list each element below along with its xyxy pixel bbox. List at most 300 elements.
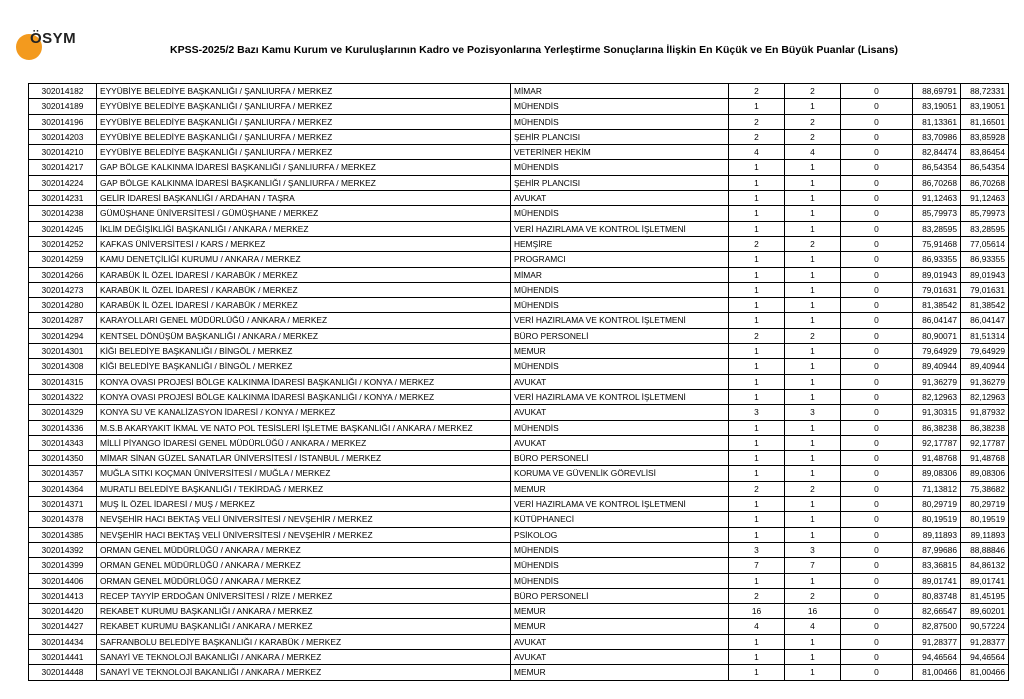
placed-cell: 1 xyxy=(785,99,841,114)
institution-cell: REKABET KURUMU BAŞKANLIĞI / ANKARA / MERKEZ xyxy=(97,619,511,634)
quota-cell: 1 xyxy=(729,466,785,481)
max-score-cell: 83,85928 xyxy=(961,129,1009,144)
institution-cell: M.S.B AKARYAKIT İKMAL VE NATO POL TESİSLERİ İŞLETME BAŞKANLIĞI / ANKARA / MERKEZ xyxy=(97,420,511,435)
institution-cell: GELİR İDARESİ BAŞKANLIĞI / ARDAHAN / TAŞRA xyxy=(97,191,511,206)
position-cell: VERİ HAZIRLAMA VE KONTROL İŞLETMENİ xyxy=(511,497,729,512)
program-code-cell: 302014371 xyxy=(29,497,97,512)
placed-cell: 1 xyxy=(785,435,841,450)
table-row xyxy=(29,313,1009,328)
program-code-cell: 302014280 xyxy=(29,298,97,313)
quota-cell: 1 xyxy=(729,634,785,649)
vacant-cell: 0 xyxy=(841,542,913,557)
min-score-cell: 80,19519 xyxy=(913,512,961,527)
max-score-cell: 91,12463 xyxy=(961,191,1009,206)
position-cell: VERİ HAZIRLAMA VE KONTROL İŞLETMENİ xyxy=(511,313,729,328)
min-score-cell: 79,64929 xyxy=(913,344,961,359)
program-code-cell: 302014378 xyxy=(29,512,97,527)
table-row xyxy=(29,466,1009,481)
vacant-cell: 0 xyxy=(841,665,913,680)
institution-cell: KİĞI BELEDİYE BAŞKANLIĞI / BİNGÖL / MERKEZ xyxy=(97,359,511,374)
max-score-cell: 81,16501 xyxy=(961,114,1009,129)
institution-cell: MİLLİ PİYANGO İDARESİ GENEL MÜDÜRLÜĞÜ / ANKARA / MERKEZ xyxy=(97,435,511,450)
placed-cell: 7 xyxy=(785,558,841,573)
min-score-cell: 71,13812 xyxy=(913,481,961,496)
min-score-cell: 91,12463 xyxy=(913,191,961,206)
quota-cell: 4 xyxy=(729,619,785,634)
table-row xyxy=(29,267,1009,282)
max-score-cell: 89,08306 xyxy=(961,466,1009,481)
max-score-cell: 83,86454 xyxy=(961,145,1009,160)
institution-cell: KONYA SU VE KANALİZASYON İDARESİ / KONYA / MERKEZ xyxy=(97,405,511,420)
vacant-cell: 0 xyxy=(841,619,913,634)
program-code-cell: 302014252 xyxy=(29,236,97,251)
institution-cell: İKLİM DEĞİŞİKLİĞİ BAŞKANLIĞI / ANKARA / MERKEZ xyxy=(97,221,511,236)
max-score-cell: 91,28377 xyxy=(961,634,1009,649)
table-row xyxy=(29,84,1009,99)
program-code-cell: 302014392 xyxy=(29,542,97,557)
vacant-cell: 0 xyxy=(841,435,913,450)
vacant-cell: 0 xyxy=(841,206,913,221)
position-cell: VERİ HAZIRLAMA VE KONTROL İŞLETMENİ xyxy=(511,221,729,236)
program-code-cell: 302014441 xyxy=(29,649,97,664)
max-score-cell: 86,70268 xyxy=(961,175,1009,190)
vacant-cell: 0 xyxy=(841,129,913,144)
table-row xyxy=(29,252,1009,267)
quota-cell: 1 xyxy=(729,160,785,175)
program-code-cell: 302014315 xyxy=(29,374,97,389)
vacant-cell: 0 xyxy=(841,344,913,359)
position-cell: AVUKAT xyxy=(511,649,729,664)
placed-cell: 1 xyxy=(785,282,841,297)
min-score-cell: 83,70986 xyxy=(913,129,961,144)
table-row xyxy=(29,99,1009,114)
quota-cell: 1 xyxy=(729,344,785,359)
placed-cell: 3 xyxy=(785,405,841,420)
quota-cell: 1 xyxy=(729,497,785,512)
position-cell: MİMAR xyxy=(511,267,729,282)
min-score-cell: 91,30315 xyxy=(913,405,961,420)
program-code-cell: 302014196 xyxy=(29,114,97,129)
quota-cell: 7 xyxy=(729,558,785,573)
placed-cell: 2 xyxy=(785,328,841,343)
table-row xyxy=(29,114,1009,129)
institution-cell: SANAYİ VE TEKNOLOJİ BAKANLIĞI / ANKARA / MERKEZ xyxy=(97,665,511,680)
vacant-cell: 0 xyxy=(841,114,913,129)
results-table xyxy=(28,83,1009,681)
institution-cell: NEVŞEHİR HACI BEKTAŞ VELİ ÜNİVERSİTESİ / NEVŞEHİR / MERKEZ xyxy=(97,527,511,542)
table-row xyxy=(29,527,1009,542)
institution-cell: EYYÜBİYE BELEDİYE BAŞKANLIĞI / ŞANLIURFA / MERKEZ xyxy=(97,145,511,160)
min-score-cell: 89,40944 xyxy=(913,359,961,374)
min-score-cell: 92,17787 xyxy=(913,435,961,450)
min-score-cell: 89,01741 xyxy=(913,573,961,588)
table-row xyxy=(29,298,1009,313)
table-row xyxy=(29,145,1009,160)
institution-cell: NEVŞEHİR HACI BEKTAŞ VELİ ÜNİVERSİTESİ / NEVŞEHİR / MERKEZ xyxy=(97,512,511,527)
vacant-cell: 0 xyxy=(841,160,913,175)
min-score-cell: 81,00466 xyxy=(913,665,961,680)
quota-cell: 2 xyxy=(729,481,785,496)
program-code-cell: 302014273 xyxy=(29,282,97,297)
position-cell: MÜHENDİS xyxy=(511,282,729,297)
table-row xyxy=(29,160,1009,175)
vacant-cell: 0 xyxy=(841,389,913,404)
quota-cell: 1 xyxy=(729,649,785,664)
position-cell: AVUKAT xyxy=(511,191,729,206)
institution-cell: KİĞI BELEDİYE BAŞKANLIĞI / BİNGÖL / MERKEZ xyxy=(97,344,511,359)
vacant-cell: 0 xyxy=(841,145,913,160)
institution-cell: ORMAN GENEL MÜDÜRLÜĞÜ / ANKARA / MERKEZ xyxy=(97,558,511,573)
table-body xyxy=(29,84,1009,681)
min-score-cell: 85,79973 xyxy=(913,206,961,221)
placed-cell: 1 xyxy=(785,374,841,389)
program-code-cell: 302014329 xyxy=(29,405,97,420)
program-code-cell: 302014413 xyxy=(29,588,97,603)
max-score-cell: 82,12963 xyxy=(961,389,1009,404)
quota-cell: 16 xyxy=(729,604,785,619)
quota-cell: 1 xyxy=(729,389,785,404)
placed-cell: 1 xyxy=(785,420,841,435)
program-code-cell: 302014203 xyxy=(29,129,97,144)
placed-cell: 1 xyxy=(785,512,841,527)
institution-cell: ORMAN GENEL MÜDÜRLÜĞÜ / ANKARA / MERKEZ xyxy=(97,542,511,557)
vacant-cell: 0 xyxy=(841,573,913,588)
min-score-cell: 80,29719 xyxy=(913,497,961,512)
max-score-cell: 85,79973 xyxy=(961,206,1009,221)
max-score-cell: 81,00466 xyxy=(961,665,1009,680)
vacant-cell: 0 xyxy=(841,99,913,114)
quota-cell: 1 xyxy=(729,191,785,206)
table-row xyxy=(29,175,1009,190)
institution-cell: MURATLI BELEDİYE BAŞKANLIĞI / TEKİRDAĞ / MERKEZ xyxy=(97,481,511,496)
placed-cell: 1 xyxy=(785,573,841,588)
position-cell: BÜRO PERSONELİ xyxy=(511,588,729,603)
placed-cell: 2 xyxy=(785,84,841,99)
institution-cell: KAMU DENETÇİLİĞİ KURUMU / ANKARA / MERKEZ xyxy=(97,252,511,267)
table-row xyxy=(29,129,1009,144)
max-score-cell: 86,38238 xyxy=(961,420,1009,435)
position-cell: BÜRO PERSONELİ xyxy=(511,328,729,343)
institution-cell: KARABÜK İL ÖZEL İDARESİ / KARABÜK / MERKEZ xyxy=(97,267,511,282)
position-cell: MÜHENDİS xyxy=(511,114,729,129)
table-row xyxy=(29,328,1009,343)
table-row xyxy=(29,206,1009,221)
quota-cell: 2 xyxy=(729,588,785,603)
table-row xyxy=(29,665,1009,680)
table-row xyxy=(29,435,1009,450)
program-code-cell: 302014434 xyxy=(29,634,97,649)
institution-cell: SAFRANBOLU BELEDİYE BAŞKANLIĞI / KARABÜK / MERKEZ xyxy=(97,634,511,649)
quota-cell: 1 xyxy=(729,99,785,114)
quota-cell: 4 xyxy=(729,145,785,160)
max-score-cell: 91,36279 xyxy=(961,374,1009,389)
min-score-cell: 83,36815 xyxy=(913,558,961,573)
vacant-cell: 0 xyxy=(841,481,913,496)
placed-cell: 1 xyxy=(785,175,841,190)
quota-cell: 1 xyxy=(729,573,785,588)
position-cell: MEMUR xyxy=(511,665,729,680)
placed-cell: 1 xyxy=(785,252,841,267)
placed-cell: 1 xyxy=(785,313,841,328)
institution-cell: SANAYİ VE TEKNOLOJİ BAKANLIĞI / ANKARA / MERKEZ xyxy=(97,649,511,664)
max-score-cell: 79,01631 xyxy=(961,282,1009,297)
institution-cell: GÜMÜŞHANE ÜNİVERSİTESİ / GÜMÜŞHANE / MERKEZ xyxy=(97,206,511,221)
position-cell: MİMAR xyxy=(511,84,729,99)
program-code-cell: 302014364 xyxy=(29,481,97,496)
max-score-cell: 77,05614 xyxy=(961,236,1009,251)
max-score-cell: 91,48768 xyxy=(961,451,1009,466)
max-score-cell: 88,88846 xyxy=(961,542,1009,557)
quota-cell: 1 xyxy=(729,282,785,297)
program-code-cell: 302014210 xyxy=(29,145,97,160)
min-score-cell: 81,38542 xyxy=(913,298,961,313)
placed-cell: 16 xyxy=(785,604,841,619)
min-score-cell: 82,66547 xyxy=(913,604,961,619)
position-cell: MEMUR xyxy=(511,344,729,359)
table-row xyxy=(29,221,1009,236)
min-score-cell: 79,01631 xyxy=(913,282,961,297)
logo-text: ÖSYM xyxy=(30,30,77,47)
max-score-cell: 92,17787 xyxy=(961,435,1009,450)
institution-cell: KARABÜK İL ÖZEL İDARESİ / KARABÜK / MERKEZ xyxy=(97,282,511,297)
quota-cell: 3 xyxy=(729,405,785,420)
max-score-cell: 80,29719 xyxy=(961,497,1009,512)
vacant-cell: 0 xyxy=(841,313,913,328)
min-score-cell: 91,28377 xyxy=(913,634,961,649)
program-code-cell: 302014427 xyxy=(29,619,97,634)
vacant-cell: 0 xyxy=(841,191,913,206)
vacant-cell: 0 xyxy=(841,558,913,573)
table-row xyxy=(29,542,1009,557)
quota-cell: 1 xyxy=(729,206,785,221)
min-score-cell: 89,01943 xyxy=(913,267,961,282)
placed-cell: 1 xyxy=(785,191,841,206)
max-score-cell: 81,51314 xyxy=(961,328,1009,343)
placed-cell: 1 xyxy=(785,527,841,542)
program-code-cell: 302014238 xyxy=(29,206,97,221)
vacant-cell: 0 xyxy=(841,512,913,527)
institution-cell: KONYA OVASI PROJESİ BÖLGE KALKINMA İDARESİ BAŞKANLIĞI / KONYA / MERKEZ xyxy=(97,389,511,404)
table-row xyxy=(29,344,1009,359)
position-cell: MÜHENDİS xyxy=(511,542,729,557)
vacant-cell: 0 xyxy=(841,527,913,542)
min-score-cell: 86,93355 xyxy=(913,252,961,267)
position-cell: VERİ HAZIRLAMA VE KONTROL İŞLETMENİ xyxy=(511,389,729,404)
quota-cell: 1 xyxy=(729,665,785,680)
min-score-cell: 83,28595 xyxy=(913,221,961,236)
vacant-cell: 0 xyxy=(841,252,913,267)
min-score-cell: 86,04147 xyxy=(913,313,961,328)
placed-cell: 1 xyxy=(785,466,841,481)
min-score-cell: 83,19051 xyxy=(913,99,961,114)
quota-cell: 1 xyxy=(729,435,785,450)
placed-cell: 1 xyxy=(785,649,841,664)
institution-cell: KARABÜK İL ÖZEL İDARESİ / KARABÜK / MERKEZ xyxy=(97,298,511,313)
position-cell: MEMUR xyxy=(511,481,729,496)
program-code-cell: 302014245 xyxy=(29,221,97,236)
placed-cell: 1 xyxy=(785,206,841,221)
max-score-cell: 90,57224 xyxy=(961,619,1009,634)
position-cell: MÜHENDİS xyxy=(511,359,729,374)
min-score-cell: 80,90071 xyxy=(913,328,961,343)
max-score-cell: 83,19051 xyxy=(961,99,1009,114)
quota-cell: 2 xyxy=(729,84,785,99)
placed-cell: 2 xyxy=(785,236,841,251)
vacant-cell: 0 xyxy=(841,236,913,251)
placed-cell: 1 xyxy=(785,221,841,236)
position-cell: AVUKAT xyxy=(511,435,729,450)
max-score-cell: 84,86132 xyxy=(961,558,1009,573)
position-cell: AVUKAT xyxy=(511,374,729,389)
program-code-cell: 302014259 xyxy=(29,252,97,267)
vacant-cell: 0 xyxy=(841,84,913,99)
table-row xyxy=(29,389,1009,404)
institution-cell: MUŞ İL ÖZEL İDARESİ / MUŞ / MERKEZ xyxy=(97,497,511,512)
min-score-cell: 81,13361 xyxy=(913,114,961,129)
program-code-cell: 302014399 xyxy=(29,558,97,573)
placed-cell: 1 xyxy=(785,665,841,680)
position-cell: MÜHENDİS xyxy=(511,420,729,435)
table-row xyxy=(29,451,1009,466)
program-code-cell: 302014308 xyxy=(29,359,97,374)
table-row xyxy=(29,573,1009,588)
min-score-cell: 82,12963 xyxy=(913,389,961,404)
vacant-cell: 0 xyxy=(841,634,913,649)
min-score-cell: 89,08306 xyxy=(913,466,961,481)
table-row xyxy=(29,236,1009,251)
table-row xyxy=(29,191,1009,206)
institution-cell: KENTSEL DÖNÜŞÜM BAŞKANLIĞI / ANKARA / MERKEZ xyxy=(97,328,511,343)
program-code-cell: 302014336 xyxy=(29,420,97,435)
min-score-cell: 91,36279 xyxy=(913,374,961,389)
max-score-cell: 79,64929 xyxy=(961,344,1009,359)
vacant-cell: 0 xyxy=(841,359,913,374)
program-code-cell: 302014224 xyxy=(29,175,97,190)
min-score-cell: 82,87500 xyxy=(913,619,961,634)
min-score-cell: 82,84474 xyxy=(913,145,961,160)
institution-cell: KAFKAS ÜNİVERSİTESİ / KARS / MERKEZ xyxy=(97,236,511,251)
position-cell: MÜHENDİS xyxy=(511,99,729,114)
placed-cell: 4 xyxy=(785,619,841,634)
max-score-cell: 81,38542 xyxy=(961,298,1009,313)
placed-cell: 2 xyxy=(785,114,841,129)
max-score-cell: 89,01943 xyxy=(961,267,1009,282)
position-cell: MEMUR xyxy=(511,619,729,634)
institution-cell: EYYÜBİYE BELEDİYE BAŞKANLIĞI / ŞANLIURFA / MERKEZ xyxy=(97,129,511,144)
max-score-cell: 80,19519 xyxy=(961,512,1009,527)
quota-cell: 1 xyxy=(729,512,785,527)
min-score-cell: 86,38238 xyxy=(913,420,961,435)
quota-cell: 1 xyxy=(729,374,785,389)
program-code-cell: 302014420 xyxy=(29,604,97,619)
min-score-cell: 75,91468 xyxy=(913,236,961,251)
position-cell: ŞEHİR PLANCISI xyxy=(511,175,729,190)
position-cell: MÜHENDİS xyxy=(511,558,729,573)
placed-cell: 1 xyxy=(785,451,841,466)
placed-cell: 2 xyxy=(785,481,841,496)
vacant-cell: 0 xyxy=(841,328,913,343)
institution-cell: MİMAR SİNAN GÜZEL SANATLAR ÜNİVERSİTESİ / İSTANBUL / MERKEZ xyxy=(97,451,511,466)
position-cell: PROGRAMCI xyxy=(511,252,729,267)
vacant-cell: 0 xyxy=(841,497,913,512)
program-code-cell: 302014294 xyxy=(29,328,97,343)
vacant-cell: 0 xyxy=(841,604,913,619)
institution-cell: REKABET KURUMU BAŞKANLIĞI / ANKARA / MERKEZ xyxy=(97,604,511,619)
vacant-cell: 0 xyxy=(841,588,913,603)
max-score-cell: 86,93355 xyxy=(961,252,1009,267)
table-row xyxy=(29,497,1009,512)
position-cell: MÜHENDİS xyxy=(511,206,729,221)
quota-cell: 1 xyxy=(729,451,785,466)
quota-cell: 2 xyxy=(729,236,785,251)
quota-cell: 1 xyxy=(729,175,785,190)
institution-cell: KONYA OVASI PROJESİ BÖLGE KALKINMA İDARESİ BAŞKANLIĞI / KONYA / MERKEZ xyxy=(97,374,511,389)
institution-cell: GAP BÖLGE KALKINMA İDARESİ BAŞKANLIĞI / ŞANLIURFA / MERKEZ xyxy=(97,175,511,190)
table-row xyxy=(29,359,1009,374)
placed-cell: 1 xyxy=(785,298,841,313)
institution-cell: GAP BÖLGE KALKINMA İDARESİ BAŞKANLIĞI / ŞANLIURFA / MERKEZ xyxy=(97,160,511,175)
table-row xyxy=(29,481,1009,496)
program-code-cell: 302014189 xyxy=(29,99,97,114)
program-code-cell: 302014266 xyxy=(29,267,97,282)
position-cell: PSİKOLOG xyxy=(511,527,729,542)
position-cell: AVUKAT xyxy=(511,405,729,420)
program-code-cell: 302014385 xyxy=(29,527,97,542)
page-title: KPSS-2025/2 Bazı Kamu Kurum ve Kuruluşlarının Kadro ve Pozisyonlarına Yerleştirme Sonuçlarına İlişkin En Küçük ve En Büyük Puanlar (Lisans) xyxy=(170,44,899,56)
min-score-cell: 89,11893 xyxy=(913,527,961,542)
max-score-cell: 89,11893 xyxy=(961,527,1009,542)
placed-cell: 1 xyxy=(785,267,841,282)
quota-cell: 1 xyxy=(729,298,785,313)
institution-cell: RECEP TAYYİP ERDOĞAN ÜNİVERSİTESİ / RİZE / MERKEZ xyxy=(97,588,511,603)
table-row xyxy=(29,588,1009,603)
placed-cell: 2 xyxy=(785,129,841,144)
table-row xyxy=(29,282,1009,297)
placed-cell: 4 xyxy=(785,145,841,160)
max-score-cell: 86,54354 xyxy=(961,160,1009,175)
vacant-cell: 0 xyxy=(841,374,913,389)
max-score-cell: 89,60201 xyxy=(961,604,1009,619)
max-score-cell: 81,45195 xyxy=(961,588,1009,603)
placed-cell: 1 xyxy=(785,344,841,359)
position-cell: AVUKAT xyxy=(511,634,729,649)
program-code-cell: 302014217 xyxy=(29,160,97,175)
vacant-cell: 0 xyxy=(841,649,913,664)
program-code-cell: 302014322 xyxy=(29,389,97,404)
quota-cell: 1 xyxy=(729,527,785,542)
quota-cell: 1 xyxy=(729,221,785,236)
table-row xyxy=(29,405,1009,420)
table-row xyxy=(29,604,1009,619)
placed-cell: 1 xyxy=(785,359,841,374)
placed-cell: 1 xyxy=(785,634,841,649)
vacant-cell: 0 xyxy=(841,451,913,466)
vacant-cell: 0 xyxy=(841,282,913,297)
max-score-cell: 83,28595 xyxy=(961,221,1009,236)
min-score-cell: 94,46564 xyxy=(913,649,961,664)
min-score-cell: 91,48768 xyxy=(913,451,961,466)
min-score-cell: 80,83748 xyxy=(913,588,961,603)
table-row xyxy=(29,420,1009,435)
vacant-cell: 0 xyxy=(841,420,913,435)
min-score-cell: 86,54354 xyxy=(913,160,961,175)
program-code-cell: 302014287 xyxy=(29,313,97,328)
placed-cell: 2 xyxy=(785,588,841,603)
position-cell: MÜHENDİS xyxy=(511,573,729,588)
quota-cell: 1 xyxy=(729,252,785,267)
table-row xyxy=(29,619,1009,634)
min-score-cell: 86,70268 xyxy=(913,175,961,190)
